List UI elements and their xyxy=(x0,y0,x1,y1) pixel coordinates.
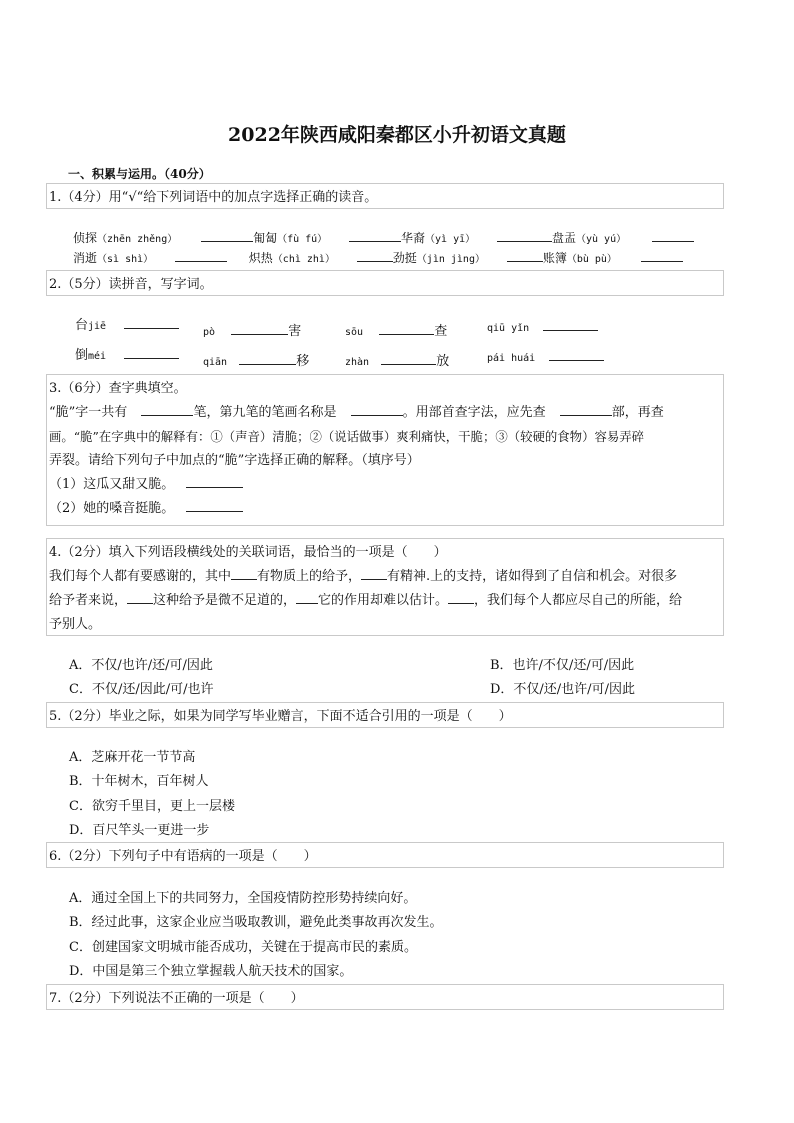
q1-row-1: 侦探（zhēn zhěng） 匍匐（fù fú） 华裔（yì yī） 盘盂（yù yú） xyxy=(73,227,694,246)
q3-sentence-2: （2）她的嗓音挺脆。 xyxy=(49,497,723,521)
question-4-block xyxy=(46,538,724,636)
answer-blank[interactable] xyxy=(186,473,243,488)
q2-item-qiuyin: qiū yǐn xyxy=(487,316,598,335)
answer-blank[interactable] xyxy=(124,344,179,359)
answer-blank[interactable] xyxy=(127,589,153,604)
exam-title: 2022年陕西咸阳秦都区小升初语文真题 xyxy=(228,124,566,146)
question-4-stem: 4.（2分）填入下列语段横线处的关联词语，最恰当的一项是（ ） xyxy=(49,545,447,560)
answer-blank[interactable] xyxy=(201,227,253,242)
q6-option-c[interactable]: C．创建国家文明城市能否成功，关键在于提高市民的素质。 xyxy=(69,940,417,955)
q5-option-a[interactable]: A．芝麻开花一节节高 xyxy=(69,750,196,765)
question-3-block xyxy=(46,374,724,526)
answer-blank[interactable] xyxy=(497,227,552,242)
answer-blank[interactable] xyxy=(124,314,179,329)
section-heading: 一、积累与运用。（40分） xyxy=(68,167,211,181)
q2-row-1: 台jiē xyxy=(75,314,179,333)
q2-item-paihuai: pái huái xyxy=(487,346,604,365)
answer-blank[interactable] xyxy=(186,497,243,512)
q5-option-c[interactable]: C．欲穷千里目，更上一层楼 xyxy=(69,799,235,814)
q6-option-a[interactable]: A．通过全国上下的共同努力，全国疫情防控形势持续向好。 xyxy=(69,891,417,906)
q1-row-2: 消逝（sì shì） 炽热（chì zhì） 劲挺（jìn jìng） 账簿（bù pù） xyxy=(73,247,683,266)
q4-line-2: 给予者来说， 这种给予是微不足道的， 它的作用却难以估计。 ，我们每个人都应尽自己的所能，给 xyxy=(49,589,723,613)
question-5-stem: 5.（2分）毕业之际，如果为同学写毕业赠言，下面不适合引用的一项是（ ） xyxy=(46,702,724,728)
q2-item-po: pò 害 xyxy=(203,320,301,339)
answer-blank[interactable] xyxy=(351,401,403,416)
q4-option-b[interactable]: B．也许/不仅/还/可/因此 xyxy=(490,658,635,673)
q4-option-c[interactable]: C．不仅/还/因此/可/也许 xyxy=(69,682,214,697)
q5-option-d[interactable]: D．百尺竿头一更进一步 xyxy=(69,823,210,838)
question-1-stem: 1.（4分）用“√“给下列词语中的加点字选择正确的读音。 xyxy=(46,183,724,209)
answer-blank[interactable] xyxy=(296,589,318,604)
answer-blank[interactable] xyxy=(141,401,193,416)
answer-blank[interactable] xyxy=(357,247,393,262)
answer-blank[interactable] xyxy=(175,247,227,262)
q5-option-b[interactable]: B．十年树木，百年树人 xyxy=(69,774,209,789)
q6-option-b[interactable]: B．经过此事，这家企业应当吸取教训，避免此类事故再次发生。 xyxy=(69,915,443,930)
q2-item-sou: sōu 查 xyxy=(345,320,447,339)
answer-blank[interactable] xyxy=(507,247,543,262)
answer-blank[interactable] xyxy=(379,320,434,335)
answer-blank[interactable] xyxy=(448,589,474,604)
answer-blank[interactable] xyxy=(641,247,683,262)
q3-line-3: 弄裂。请给下列句子中加点的“脆”字选择正确的解释。（填序号） xyxy=(49,453,420,468)
q6-option-d[interactable]: D．中国是第三个独立掌握载人航天技术的国家。 xyxy=(69,964,353,979)
answer-blank[interactable] xyxy=(543,316,598,331)
answer-blank[interactable] xyxy=(239,350,296,365)
answer-blank[interactable] xyxy=(652,227,694,242)
answer-blank[interactable] xyxy=(231,565,257,580)
q2-row-2: 倒méi xyxy=(75,344,179,363)
q4-line-3: 予别人。 xyxy=(49,617,102,632)
question-3-stem: 3.（6分）查字典填空。 xyxy=(49,381,187,396)
q3-line-1: “脆”字一共有 笔，第九笔的笔画名称是 。用部首查字法，应先查 部，再查 xyxy=(49,401,723,425)
q3-line-2: 画。“脆”在字典中的解释有：①（声音）清脆；②（说话做事）爽利痛快，干脆；③（较硬的食物）容易弄碎 xyxy=(49,429,645,444)
answer-blank[interactable] xyxy=(549,346,604,361)
q4-line-1: 我们每个人都有要感谢的，其中 有物质上的给予， 有精神.上的支持，诸如得到了自信和机会。对很多 xyxy=(49,565,723,589)
question-6-stem: 6.（2分）下列句子中有语病的一项是（ ） xyxy=(46,842,724,868)
answer-blank[interactable] xyxy=(381,350,436,365)
question-7-stem: 7.（2分）下列说法不正确的一项是（ ） xyxy=(46,984,724,1010)
question-2-stem: 2.（5分）读拼音，写字词。 xyxy=(46,270,724,296)
q4-option-d[interactable]: D．不仅/还/也许/可/因此 xyxy=(490,682,635,697)
q3-sentence-1: （1）这瓜又甜又脆。 xyxy=(49,473,723,497)
q2-item-zhan: zhàn 放 xyxy=(345,350,449,369)
answer-blank[interactable] xyxy=(560,401,612,416)
q2-item-qian: qiān 移 xyxy=(203,350,309,369)
answer-blank[interactable] xyxy=(231,320,288,335)
q4-option-a[interactable]: A．不仅/也许/还/可/因此 xyxy=(69,658,213,673)
answer-blank[interactable] xyxy=(349,227,401,242)
answer-blank[interactable] xyxy=(361,565,387,580)
